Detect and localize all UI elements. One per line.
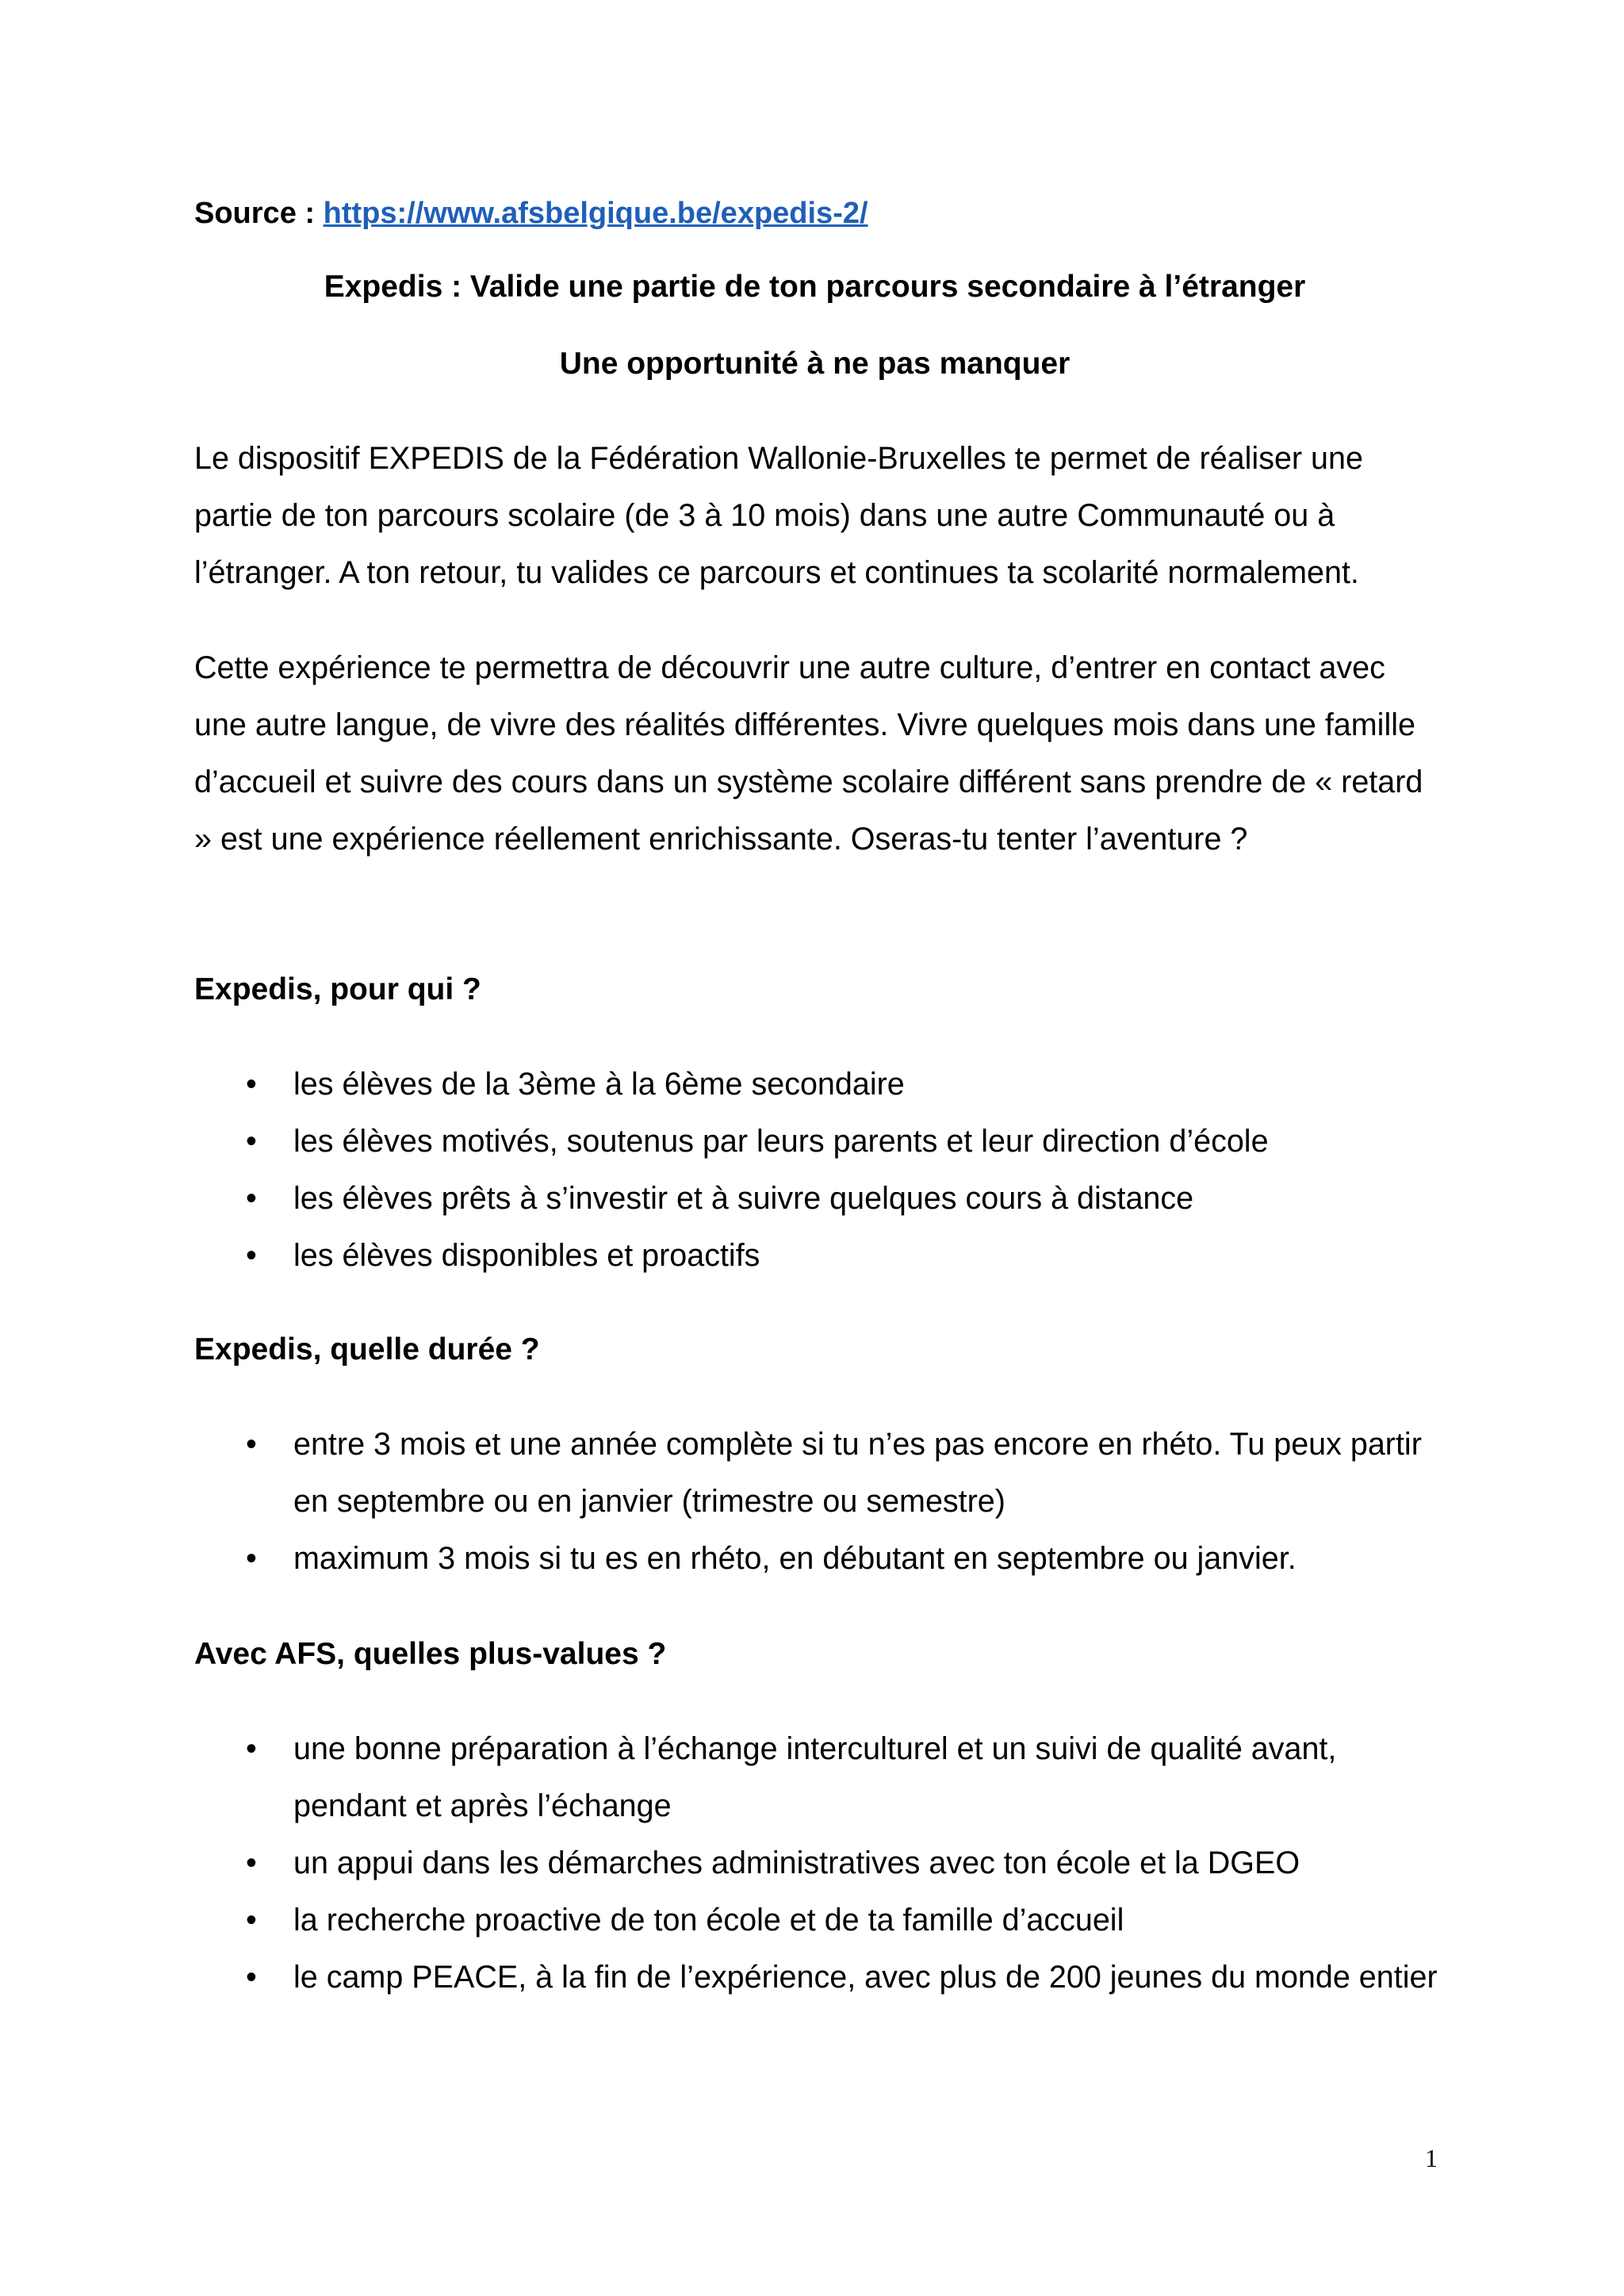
source-line [194, 193, 1439, 234]
section-heading-plus-values: Avec AFS, quelles plus-values ? [194, 1637, 667, 1671]
list-item: • une bonne préparation à l’échange interculturel et un suivi de qualité avant, pendant et après l’échange [194, 1720, 1439, 1834]
bullet-list-duree [194, 1416, 1439, 1587]
bullet-list-pour-qui [194, 1056, 1439, 1284]
source-label: Source : [194, 197, 324, 230]
document-title: Expedis : Valide une partie de ton parcours secondaire à l’étranger [324, 270, 1306, 304]
intro-paragraph: Le dispositif EXPEDIS de la Fédération Wallonie-Bruxelles te permet de réaliser une partie de ton parcours scolaire (de 3 à 10 mois) dans une autre Communauté ou à l’étranger. A ton retour, tu valides ce parcours et continues ta scolarité normalement. [194, 441, 1363, 590]
list-item: • un appui dans les démarches administratives avec ton école et la DGEO [194, 1834, 1439, 1892]
page-number: 1 [1425, 2144, 1438, 2172]
list-item: • entre 3 mois et une année complète si tu n’es pas encore en rhéto. Tu peux partir en septembre ou en janvier (trimestre ou semestre) [194, 1416, 1439, 1530]
list-item: • maximum 3 mois si tu es en rhéto, en débutant en septembre ou janvier. [194, 1530, 1439, 1587]
experience-paragraph: Cette expérience te permettra de découvrir une autre culture, d’entrer en contact avec une autre langue, de vivre des réalités différentes. Vivre quelques mois dans une famille d’accueil et suivre des cours dans un système scolaire différent sans prendre de « retard » est une expérience réellement enrichissante. Oseras-tu tenter l’aventure ? [194, 650, 1423, 857]
document-subtitle: Une opportunité à ne pas manquer [559, 347, 1071, 381]
section-heading-pour-qui: Expedis, pour qui ? [194, 972, 481, 1006]
list-item: • les élèves de la 3ème à la 6ème secondaire [194, 1056, 1439, 1113]
bullet-list-plus-values [194, 1720, 1439, 2006]
list-item: • la recherche proactive de ton école et de ta famille d’accueil [194, 1892, 1439, 1949]
list-item: • les élèves disponibles et proactifs [194, 1227, 1439, 1284]
source-link[interactable]: https://www.afsbelgique.be/expedis-2/ [323, 197, 868, 230]
list-item: • les élèves prêts à s’investir et à suivre quelques cours à distance [194, 1170, 1439, 1227]
list-item: • le camp PEACE, à la fin de l’expérience, avec plus de 200 jeunes du monde entier [194, 1949, 1439, 2006]
list-item: • les élèves motivés, soutenus par leurs parents et leur direction d’école [194, 1113, 1439, 1170]
section-heading-duree: Expedis, quelle durée ? [194, 1332, 540, 1366]
